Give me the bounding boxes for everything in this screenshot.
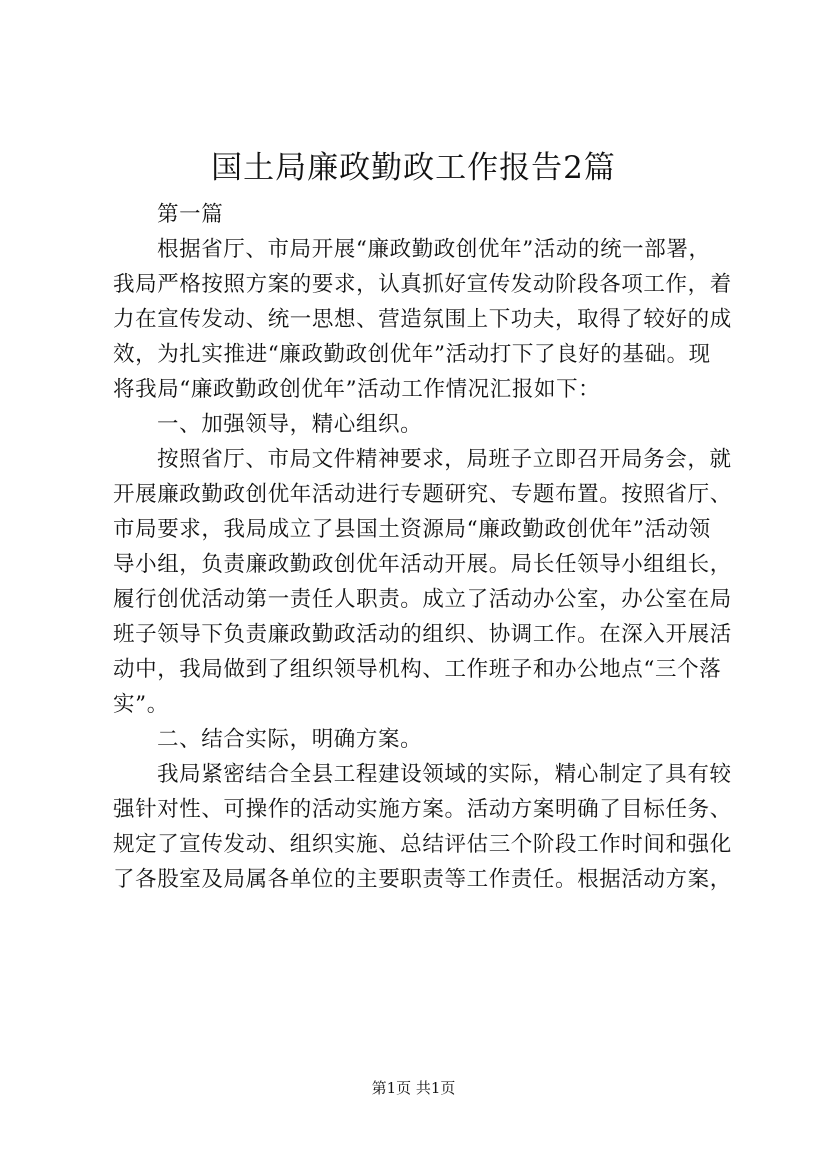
- paragraph-line: 将我局“廉政勤政创优年”活动工作情况汇报如下：: [113, 377, 601, 402]
- section-heading: 二、结合实际，明确方案。: [157, 727, 423, 752]
- page-footer: 第1页 共1页: [371, 1079, 456, 1097]
- paragraph-line: 了各股室及局属各单位的主要职责等工作责任。根据活动方案，: [113, 867, 732, 892]
- paragraph-line: 根据省厅、市局开展“廉政勤政创优年”活动的统一部署，: [157, 237, 711, 262]
- paragraph-line: 导小组，负责廉政勤政创优年活动开展。局长任领导小组组长，: [113, 552, 732, 577]
- paragraph-line: 开展廉政勤政创优年活动进行专题研究、专题布置。按照省厅、: [113, 482, 732, 507]
- paragraph-line: 我局严格按照方案的要求，认真抓好宣传发动阶段各项工作，着: [113, 272, 732, 297]
- paragraph-line: 规定了宣传发动、组织实施、总结评估三个阶段工作时间和强化: [113, 832, 732, 857]
- paragraph-line: 班子领导下负责廉政勤政活动的组织、协调工作。在深入开展活: [113, 622, 732, 647]
- document-title: 国土局廉政勤政工作报告2篇: [211, 150, 616, 186]
- section-heading: 一、加强领导，精心组织。: [157, 412, 423, 437]
- document-body: [113, 197, 743, 897]
- paragraph-line: 市局要求，我局成立了县国土资源局“廉政勤政创优年”活动领: [113, 517, 711, 542]
- paragraph-line: 实”。: [113, 692, 169, 717]
- paragraph-line: 力在宣传发动、统一思想、营造氛围上下功夫，取得了较好的成: [113, 307, 732, 332]
- paragraph-line: 效，为扎实推进“廉政勤政创优年”活动打下了良好的基础。现: [113, 342, 711, 367]
- paragraph-line: 按照省厅、市局文件精神要求，局班子立即召开局务会，就: [157, 447, 732, 472]
- paragraph-line: 动中，我局做到了组织领导机构、工作班子和办公地点“三个落: [113, 657, 722, 682]
- section-heading: 第一篇: [157, 202, 224, 227]
- paragraph-line: 强针对性、可操作的活动实施方案。活动方案明确了目标任务、: [113, 797, 732, 822]
- paragraph-line: 我局紧密结合全县工程建设领域的实际，精心制定了具有较: [157, 762, 732, 787]
- paragraph-line: 履行创优活动第一责任人职责。成立了活动办公室，办公室在局: [113, 587, 732, 612]
